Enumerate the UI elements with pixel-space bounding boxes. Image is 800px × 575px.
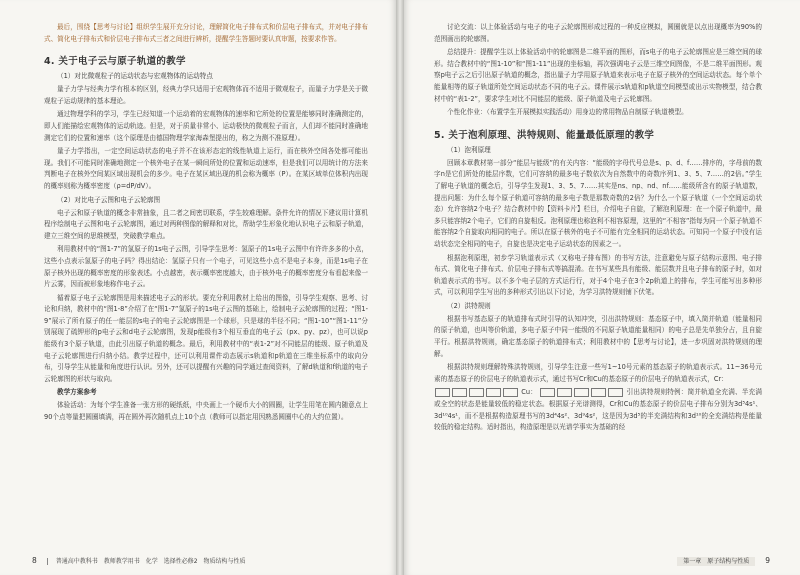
paragraph: 讨论交流：以上体验活动与电子的电子云轮廓图形成过程的一种反应模拟，圆圈就是以点出现概率为90%的范围画出的轮廓图。 <box>434 23 762 43</box>
orbital-box <box>469 388 484 397</box>
cu-label: Cu： <box>521 388 538 397</box>
section-4-subheading-2: （2）对比电子云图和电子云轮廓图 <box>57 195 161 204</box>
right-page <box>404 0 800 575</box>
paragraph-continued: 引出洪特规则特例：简并轨道全充满、半充满或全空的状态是能量较低的稳定状态。根据原子光谱测得，Cr和Cu的基态原子的价层电子排布分别为3d⁵4s¹、3d¹⁰4s¹，而不是根据构造原理书写的3d⁴4s²、3d⁹4s²，这是因为3d⁵的半充满结构和3d¹⁰的全充满结构是能量较低的稳定结构。适时指出，构造原理是以光谱学事实为基础的经 <box>434 388 762 432</box>
section-5-subheading-2: （2）洪特规则 <box>447 301 491 310</box>
page-number: 9 <box>765 556 770 565</box>
left-page-content <box>44 22 368 426</box>
right-page-content <box>434 22 762 436</box>
book-gutter <box>396 0 404 575</box>
orbital-box <box>452 388 467 397</box>
section-5-subheading-1: （1）泡利原理 <box>447 145 491 154</box>
paragraph: 量子力学与经典力学有根本的区别，经典力学只适用于宏观物体而不适用于微观粒子，而量子力学是关于微观粒子运动规律的基本理论。 <box>44 85 368 105</box>
paragraph: 电子云和原子轨道的概念非常抽象，且二者之间密切联系，学生较难理解。条件允许的情况下建议用计算机程序绘制电子云图和电子云轮廓图，通过对两种图像的解释和对比，帮助学生形象化地认识电子云和原子轨道，建立三维空间的思维模型，突破教学难点。 <box>44 208 368 240</box>
section-5-title: 5. 关于泡利原理、洪特规则、能量最低原理的教学 <box>434 129 655 141</box>
paragraph: 通过物理学科的学习，学生已经知道一个运动着的宏观物体的速率和它所处的位置是能够同时准确测定的，即人们能描绘宏观物体的运动轨迹。但是，对于质量非常小、运动极快的微观粒子而言，人们却不能同时准确地测定它们的位置和速率（这个原理是由德国物理学家海森堡提出的，称之为测不准原理）。 <box>44 110 368 142</box>
chapter-title: 第一章 原子结构与性质 <box>677 557 755 566</box>
left-page <box>0 0 396 575</box>
left-footer <box>24 556 376 565</box>
teaching-design-heading: 教学方案参考 <box>57 388 97 397</box>
paragraph: 根据洪特规则理解特殊洪特规则，引导学生注意一些写1~10号元素的基态原子的轨道表示式。11~36号元素的基态原子的价层电子的轨道表示式，通过书写Cr和Cu的基态原子的价层电子的轨道表示式，Cr： <box>434 363 762 383</box>
right-footer <box>434 556 778 565</box>
orbital-box <box>557 388 572 397</box>
book-title: 普通高中教科书 教师教学用书 化学 选择性必修2 物质结构与性质 <box>47 558 246 565</box>
activity-paragraph: 体验活动：为每个学生准备一张方形的硬纸纸，中央画上一个硬币大小的圆圈，让学生用笔在圆内随意点上90个点等量把圆圈填满，再在圆外再次随机点上10个点（教师可以指定用因熟悉圆圈中心的大约位置）。 <box>44 401 368 422</box>
page-number: 8 <box>32 556 37 565</box>
orbital-box <box>540 388 555 397</box>
paragraph: 根据泡利原理，初步学习轨道表示式（又称电子排布图）的书写方法，注意避免与原子结构示意图、电子排布式、简化电子排布式、价层电子排布式等搞混淆。在书写某些具有能级、能层数并且电子排布的原子时，如对轨道表示式的书写。以不多个电子层的方式运行行，对于4个电子在3个2p轨道上的排布，学生可能写出多种形式，可以利用学生写出的多种形式引出以下讨论，为学习洪特规则铺下伏笔。 <box>434 253 762 297</box>
orbital-box <box>574 388 589 397</box>
orbital-box <box>591 388 606 397</box>
paragraph: 总结提升：提醒学生以上体验活动中的轮廓图是二维平面的图形，而s电子的电子云轮廓图应是三维空间的球形。结合教材中的“图1-10”和“图1-11”出现的坐标轴，再次强调电子云是三维空间图像，不是二维平面图形。观察p电子云之后引出原子轨道的概念，指出量子力学用原子轨道来表示电子在原子核外的空间运动状态。每个单个能量相等的原子轨道所处空间运动状态不同的电子云。课件展示s轨道和p轨道空间模型或出示实物模型，结合教材中的“表1-2”，要求学生对比不同能层的能级、原子轨道及电子云轮廓图。 <box>434 48 762 103</box>
orbital-box <box>503 388 518 397</box>
paragraph: 回顾本章教材第一部分“能层与能级”的有关内容：“能级的字母代号总是s、p、d、f……排序的，字母前的数字n是它们所处的能层序数，它们可容纳的最多电子数依次为自然数中的奇数序列1、3、5、7……的2倍。”学生了解电子轨道的概念后，引导学生发现1、3、5、7……其实是ns、np、nd、nf……能级所含有的原子轨道数，提出问题：为什么每个原子轨道可容纳的最多电子数是那数奇数的2倍？为什么一个原子轨道（一个空间运动状态）允许容纳2个电子？结合教材中的【资料卡片】栏目，介绍电子自旋，了解泡利原理：在一个原子轨道中，最多只能容纳2个电子，它们的自旋相反。泡利原理也称泡利不相容原理，这里的“不相容”指每为同一个原子轨道不能容纳2个自旋取向相同的电子。所以在原子核外的电子不可能有完全相同的运动状态。可知同一个原子中没有运动状态完全相同的电子，自旋也是决定电子运动状态的因素之一。 <box>434 158 762 248</box>
paragraph: 利用教材中的“图1-7”的氢原子的1s电子云图，引导学生思考：氢原子的1s电子云图中有许许多多的小点，这些小点表示氢原子的电子吗？得出结论：氢原子只有一个电子，可见这些小点不是电子本身，而是1s电子在原子核外出现的概率密度的形象表述。小点越密，表示概率密度越大，由于核外电子的概率密度分布看起来像一片云雾，因而被形象地称作电子云。 <box>44 245 368 289</box>
orbital-box <box>486 388 501 397</box>
orbital-diagram-row <box>434 387 762 433</box>
paragraph: 个性化作业：（布置学生开展模拟实践活动）用身边的常用物品自制原子轨道模型。 <box>447 108 688 117</box>
section-4-subheading-1: （1）对比微观粒子的运动状态与宏观物体的运动特点 <box>57 72 213 81</box>
paragraph: 循着原子电子云轮廓图是用来描述电子云的形状。要充分利用教材上给出的图像，引导学生观察、思考、讨论和归纳，教材中的“图1-8”介绍了在“图1-7”氢原子的1s电子云图的基础上，绘制电子云轮廓图的过程；“图1-9”展示了所有原子的任一能层的s电子的电子云轮廓图是一个球形，只是球的半径不同；“图1-10”“图1-11”分别展现了硫钾形的p电子云和d电子云轮廓图，发现p能级有3个相互垂直的电子云（px、py、pz），也可以说p能级有3个原子轨道，由此引出原子轨道的概念。最后，利用教材中的“表1-2”对不同能层的能级、原子轨道及电子云轮廓图进行归纳小结。教学过程中，还可以利用课件动态展示s轨道和p轨道在三维坐标系中的取向分布，引导学生从能量和角度进行认识。另外，还可以提醒有兴趣的同学通过查阅资料，了解d轨道和f轨道的电子云轮廓图的形状与取向。 <box>44 293 368 383</box>
orbital-box <box>608 388 623 397</box>
orbital-box <box>435 388 450 397</box>
paragraph: 量子力学指出，一定空间运动状态的电子并不在该形态定的线性轨道上运行，而在核外空间各处都可能出现。我们不可能同时准确地测定一个核外电子在某一瞬间所处的位置和运动速率，但是我们可以用统计的方法来判断电子在核外空间某区域出现机会的多少。电子在某区域出现的机会称为概率（P）。在某区域单位体积内出现的概率则称为概率密度（ρ=dP/dV）。 <box>44 147 368 190</box>
paragraph: 根据书写基态原子的轨道排布式时引导的认知冲突，引出洪特规则：基态原子中，填入简并轨道（能量相同的原子轨道，也叫等价轨道，多电子原子中同一能级的不同原子轨道能量相同）的电子总是先单独分占，且自旋平行。根据洪特规则，确定基态原子的轨道排布式；利用教材中的【思考与讨论】，进一步巩固对洪特规则的理解。 <box>434 314 762 358</box>
section-4-title: 4. 关于电子云与原子轨道的教学 <box>44 56 186 68</box>
intro-paragraph: 最后，围绕【思考与讨论】组织学生展开充分讨论，理解简化电子排布式和价层电子排布式，并对电子排布式、简化电子排布式和价层电子排布式三者之间进行辨析，提醒学生答题时要认真审题，按要求作答。 <box>44 23 368 43</box>
